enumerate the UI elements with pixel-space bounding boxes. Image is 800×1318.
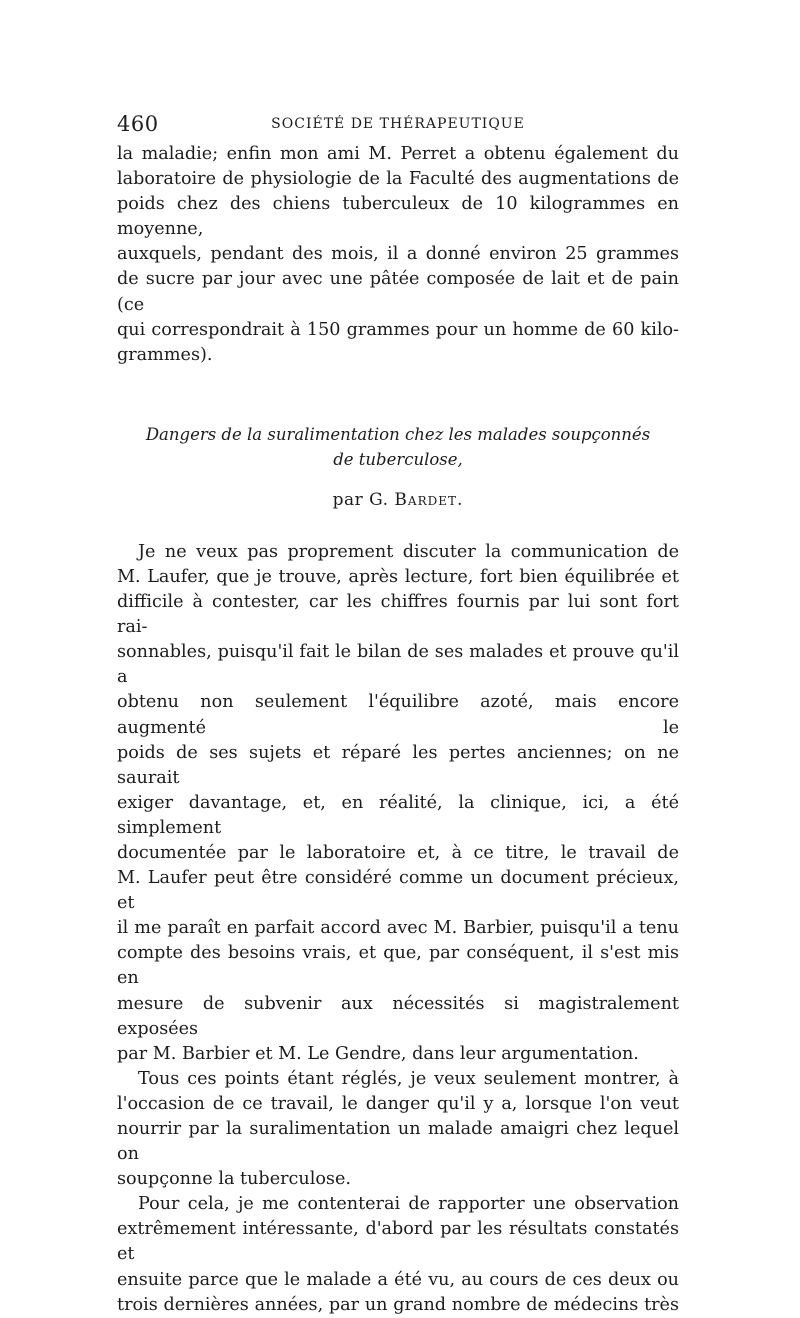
text-line: l'occasion de ce travail, le danger qu'il y a, lorsque l'on veut — [117, 1093, 679, 1114]
text-line: extrêmement intéressante, d'abord par les résultats constatés et — [117, 1219, 679, 1265]
text-line: de sucre par jour avec une pâtée composée de lait et de pain (ce — [117, 269, 679, 315]
text-line: trois dernières années, par un grand nombre de médecins très — [117, 1294, 679, 1315]
running-head — [117, 112, 679, 142]
article-title-line: de tuberculose, — [333, 449, 463, 469]
text-line: la maladie; enfin mon ami M. Perret a obtenu également du — [117, 144, 679, 164]
text-line: auxquels, pendant des mois, il a donné environ 25 grammes — [117, 244, 679, 265]
text-line: Tous ces points étant réglés, je veux seulement montrer, à — [138, 1068, 679, 1089]
text-line: obtenu non seulement l'équilibre azoté, mais encore augmenté le — [117, 692, 679, 738]
text-line: M. Laufer, que je trouve, après lecture, fort bien équilibrée et — [117, 566, 679, 587]
text-line: poids chez des chiens tuberculeux de 10 kilogrammes en moyenne, — [117, 194, 679, 240]
text-line: M. Laufer peut être considéré comme un document précieux, et — [117, 868, 679, 914]
text-line: exiger davantage, et, en réalité, la clinique, ici, a été simplement — [117, 792, 679, 838]
intro-paragraph — [117, 142, 679, 368]
text-line: soupçonne la tuberculose. — [117, 1169, 351, 1190]
text-line: sonnables, puisqu'il fait le bilan de ses malades et prouve qu'il a — [117, 642, 679, 688]
body-paragraph-2 — [117, 1067, 679, 1192]
text-line: ensuite parce que le malade a été vu, au cours de ces deux ou — [117, 1269, 679, 1290]
text-line: Pour cela, je me contenterai de rapporter une observation — [138, 1194, 679, 1215]
running-title: SOCIÉTÉ DE THÉRAPEUTIQUE — [271, 116, 525, 132]
book-page — [117, 112, 679, 1318]
page-number: 460 — [117, 112, 159, 136]
text-line: mesure de subvenir aux nécessités si magistralement exposées — [117, 993, 679, 1039]
text-line: compte des besoins vrais, et que, par conséquent, il s'est mis en — [117, 943, 679, 989]
text-line: grammes). — [117, 344, 213, 365]
body-paragraph-3 — [117, 1192, 679, 1317]
text-line: documentée par le laboratoire et, à ce titre, le travail de — [117, 842, 679, 863]
byline-prefix: par G. — [332, 489, 395, 510]
text-line: poids de ses sujets et réparé les pertes anciennes; on ne saurait — [117, 742, 679, 788]
text-line: difficile à contester, car les chiffres fournis par lui sont fort rai- — [117, 592, 679, 638]
body-paragraph-1 — [117, 540, 679, 1067]
author-name: Bardet. — [394, 489, 464, 510]
text-line: par M. Barbier et M. Le Gendre, dans leur argumentation. — [117, 1043, 639, 1064]
text-line: il me paraît en parfait accord avec M. Barbier, puisqu'il a tenu — [117, 918, 679, 939]
article-title — [117, 422, 679, 472]
text-line: nourrir par la suralimentation un malade amaigri chez lequel on — [117, 1119, 679, 1165]
article-title-line: Dangers de la suralimentation chez les malades soupçonnés — [145, 424, 651, 444]
article-byline — [117, 490, 679, 510]
text-line: Je ne veux pas proprement discuter la communication de — [138, 541, 679, 562]
text-line: qui correspondrait à 150 grammes pour un homme de 60 kilo- — [117, 319, 679, 340]
text-line: laboratoire de physiologie de la Faculté des augmentations de — [117, 169, 679, 190]
